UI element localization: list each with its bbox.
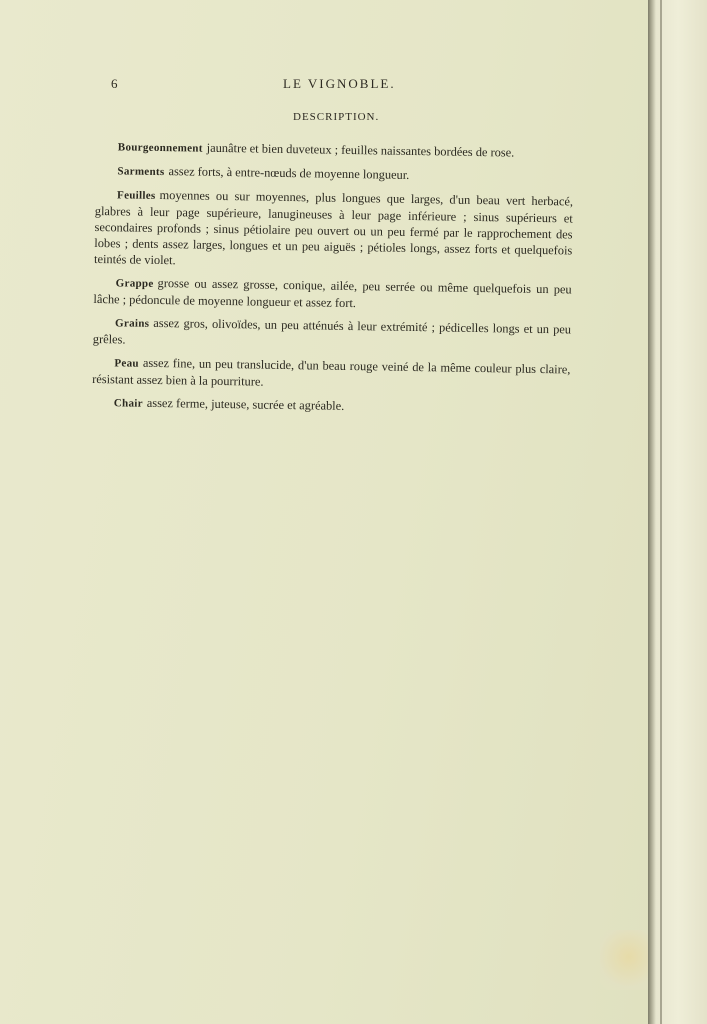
term-label: Sarments — [117, 165, 165, 179]
paragraph-grappe — [93, 274, 571, 315]
paragraph-text: assez ferme, juteuse, sucrée et agréable. — [146, 395, 345, 413]
term-label: Peau — [114, 357, 139, 370]
term-label: Chair — [113, 397, 143, 410]
paragraph-grains — [93, 314, 571, 355]
paragraph-chair — [92, 394, 570, 419]
section-heading: DESCRIPTION. — [293, 111, 380, 123]
paragraph-text: assez forts, à entre-nœuds de moyenne longueur. — [168, 164, 410, 182]
paragraph-text: jaunâtre et bien duveteux ; feuilles naissantes bordées de rose. — [206, 140, 515, 160]
paragraph-text: assez gros, olivoïdes, un peu atténués à leur extrémité ; pédicelles longs et un peu grêles. — [92, 315, 572, 347]
running-title: LE VIGNOBLE. — [283, 76, 396, 91]
next-page-edge — [648, 0, 707, 1024]
page-number: 6 — [111, 76, 118, 91]
paragraph-peau — [92, 354, 570, 395]
term-label: Grains — [114, 317, 150, 330]
paragraph-text: assez fine, un peu translucide, d'un beau rouge veiné de la même couleur plus claire, résistant assez bien à la pourriture. — [92, 355, 571, 389]
term-label: Bourgeonnement — [117, 141, 203, 155]
paragraph-bourgeonnement — [96, 138, 574, 163]
running-head — [108, 74, 578, 94]
paper-stain — [600, 930, 648, 990]
paragraph-sarments — [95, 162, 573, 187]
paragraph-text: moyennes ou sur moyennes, plus longues que larges, d'un beau vert herbacé, glabres à leur page supérieure, lanugineuses à leur page inférieure ; sinus supérieurs et secondaires profonds ; sinus pétiolaire peu ouvert ou un peu fermé par le rapprochement des lobes ; dents assez larges, longues et un peu aiguës ; pétioles longs, assez forts et quelquefois teintés de violet. — [93, 188, 574, 268]
page-fold-line — [660, 0, 662, 1024]
paragraph-text: grosse ou assez grosse, conique, ailée, peu serrée ou même quelquefois un peu lâche ; pédoncule de moyenne longueur et assez fort. — [93, 275, 572, 311]
paragraph-feuilles — [94, 186, 573, 274]
term-label: Grappe — [115, 277, 154, 290]
description-body — [92, 138, 574, 425]
term-label: Feuilles — [117, 189, 156, 202]
